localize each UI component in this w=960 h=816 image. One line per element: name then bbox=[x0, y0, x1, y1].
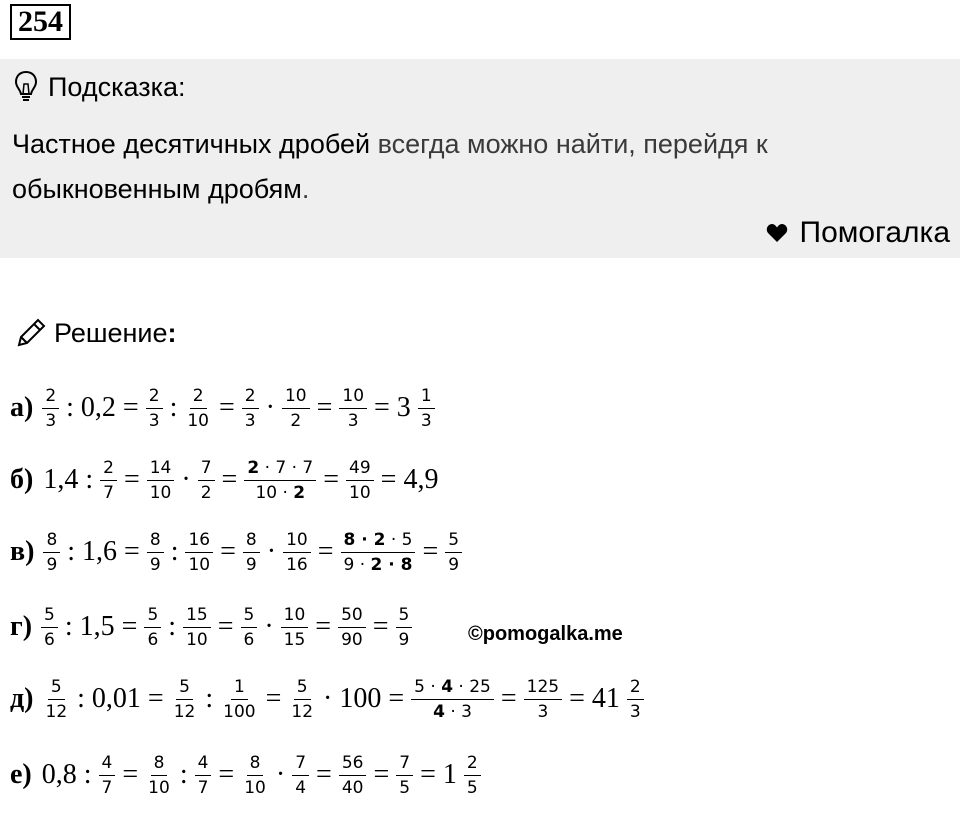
operator: · bbox=[181, 464, 191, 495]
denominator: 7 bbox=[197, 777, 209, 798]
numerator: 8 bbox=[43, 530, 60, 553]
numerator: 56 bbox=[339, 753, 367, 776]
denominator: 2 bbox=[200, 482, 212, 503]
operator: = bbox=[220, 536, 236, 567]
fraction bbox=[195, 753, 212, 798]
operator: = bbox=[422, 536, 439, 567]
fraction bbox=[198, 458, 215, 503]
solution-line-d bbox=[10, 599, 415, 655]
denominator: 10 bbox=[244, 777, 266, 798]
denominator: 2 bbox=[290, 410, 302, 431]
fraction bbox=[220, 677, 258, 722]
numerator: 10 bbox=[282, 386, 310, 409]
factor: 5 · bbox=[414, 676, 442, 697]
fraction bbox=[147, 458, 175, 503]
fraction bbox=[184, 386, 212, 431]
denominator: 10 bbox=[149, 482, 172, 503]
operator: : bbox=[169, 392, 178, 423]
numerator: 4 bbox=[99, 753, 116, 776]
denominator: 9 bbox=[149, 554, 161, 575]
bold-factor: 8 · 2 bbox=[343, 529, 386, 550]
operator: · 100 = bbox=[323, 683, 405, 714]
denominator: 3 bbox=[420, 410, 432, 431]
numerator: 8 bbox=[243, 530, 260, 553]
operator: : bbox=[205, 683, 214, 714]
solution-line-a bbox=[10, 380, 438, 436]
operator: : 1,5 = bbox=[64, 611, 138, 642]
numerator: 10 bbox=[281, 605, 309, 628]
factor: · 7 · 7 bbox=[259, 457, 314, 478]
fraction bbox=[339, 386, 367, 431]
line-label: д) bbox=[10, 683, 34, 714]
numerator: 5 bbox=[241, 605, 258, 628]
factor: · 5 bbox=[385, 529, 413, 550]
operator: = bbox=[316, 759, 332, 790]
fraction bbox=[243, 530, 260, 575]
numerator: 2 bbox=[190, 386, 207, 409]
fraction bbox=[144, 605, 161, 650]
operator: : bbox=[179, 759, 188, 790]
operator: = bbox=[316, 392, 333, 423]
numerator: 15 bbox=[183, 605, 211, 628]
fraction bbox=[99, 753, 116, 798]
denominator: 90 bbox=[341, 629, 363, 650]
bold-factor: 2 · 8 bbox=[370, 554, 413, 575]
denominator: 10 bbox=[188, 554, 211, 575]
denominator: 6 bbox=[147, 629, 159, 650]
denominator: 100 bbox=[223, 701, 256, 722]
denominator bbox=[252, 481, 308, 503]
denominator: 10 bbox=[186, 629, 208, 650]
denominator: 3 bbox=[45, 410, 57, 431]
operator: · bbox=[265, 392, 275, 423]
numerator: 125 bbox=[524, 677, 562, 700]
denominator: 15 bbox=[283, 629, 306, 650]
operator: = 41 bbox=[569, 683, 620, 714]
numerator: 8 bbox=[247, 753, 264, 776]
numerator: 10 bbox=[339, 386, 367, 409]
operator: = bbox=[221, 464, 238, 495]
numerator: 7 bbox=[198, 458, 215, 481]
fraction bbox=[464, 753, 481, 798]
fraction bbox=[146, 386, 163, 431]
numerator: 8 bbox=[151, 753, 168, 776]
numerator: 10 bbox=[283, 530, 311, 553]
fraction bbox=[288, 677, 316, 722]
numerator: 8 bbox=[147, 530, 164, 553]
operator: = bbox=[315, 611, 332, 642]
operator: = 4,9 bbox=[380, 464, 439, 495]
hint-title: Подсказка: bbox=[48, 71, 186, 102]
numerator: 49 bbox=[346, 458, 374, 481]
numerator: 4 bbox=[195, 753, 212, 776]
operator: = 1 bbox=[420, 759, 457, 790]
fraction bbox=[171, 677, 199, 722]
operator: 0,8 : bbox=[41, 759, 92, 790]
denominator: 9 bbox=[448, 554, 460, 575]
denominator bbox=[341, 553, 416, 575]
hint-text-light-2: . bbox=[301, 174, 310, 204]
numerator: 2 bbox=[242, 386, 259, 409]
fraction bbox=[445, 530, 462, 575]
numerator: 5 bbox=[144, 605, 161, 628]
pencil-icon bbox=[14, 316, 48, 350]
fraction bbox=[100, 458, 117, 503]
numerator: 7 bbox=[396, 753, 413, 776]
fraction bbox=[145, 753, 173, 798]
brand-link[interactable] bbox=[766, 216, 951, 250]
operator: · bbox=[275, 759, 286, 790]
denominator: 3 bbox=[347, 410, 359, 431]
fraction bbox=[282, 386, 310, 431]
fraction bbox=[292, 753, 309, 798]
denominator: 9 bbox=[46, 554, 58, 575]
fraction bbox=[346, 458, 374, 503]
numerator: 2 bbox=[464, 753, 481, 776]
solution-line-b bbox=[10, 452, 442, 508]
operator: = bbox=[265, 683, 282, 714]
operator: · bbox=[264, 611, 274, 642]
denominator: 40 bbox=[341, 777, 364, 798]
hint-text bbox=[12, 122, 912, 212]
solution-line-f bbox=[10, 747, 484, 803]
numerator bbox=[411, 677, 494, 700]
line-label: б) bbox=[10, 464, 34, 495]
lightbulb-icon bbox=[14, 70, 38, 104]
denominator: 5 bbox=[399, 777, 411, 798]
denominator: 9 bbox=[398, 629, 410, 650]
operator: = bbox=[373, 759, 390, 790]
operator: = bbox=[500, 683, 517, 714]
hint-header bbox=[14, 67, 186, 107]
denominator: 5 bbox=[466, 777, 478, 798]
numerator: 7 bbox=[292, 753, 309, 776]
brand-name: Помогалка bbox=[799, 216, 950, 249]
line-label: е) bbox=[10, 759, 32, 790]
fraction bbox=[185, 530, 213, 575]
fraction bbox=[43, 530, 60, 575]
line-label: в) bbox=[10, 536, 35, 567]
factor: · 25 bbox=[453, 676, 491, 697]
fraction bbox=[43, 677, 71, 722]
denominator: 10 bbox=[148, 777, 170, 798]
fraction bbox=[418, 386, 435, 431]
fraction bbox=[147, 530, 164, 575]
numerator: 2 bbox=[42, 386, 59, 409]
operator: : 0,01 = bbox=[77, 683, 164, 714]
numerator: 1 bbox=[231, 677, 248, 700]
operator: : bbox=[168, 611, 177, 642]
denominator: 3 bbox=[629, 701, 641, 722]
fraction bbox=[341, 530, 416, 575]
denominator: 10 bbox=[349, 482, 371, 503]
operator: : 0,2 = bbox=[66, 392, 139, 423]
denominator: 12 bbox=[291, 701, 314, 722]
operator: = bbox=[218, 759, 235, 790]
numerator: 50 bbox=[338, 605, 366, 628]
operator: : 1,6 = bbox=[67, 536, 140, 567]
numerator: 2 bbox=[146, 386, 163, 409]
operator: = bbox=[372, 611, 389, 642]
line-label: а) bbox=[10, 392, 34, 423]
operator: : bbox=[170, 536, 179, 567]
denominator: 12 bbox=[45, 701, 68, 722]
denominator: 6 bbox=[243, 629, 255, 650]
solution-line-e bbox=[10, 671, 647, 727]
denominator: 7 bbox=[101, 777, 113, 798]
fraction bbox=[183, 605, 211, 650]
fraction bbox=[411, 677, 494, 722]
numerator: 5 bbox=[294, 677, 311, 700]
operator: 1,4 : bbox=[43, 464, 94, 495]
denominator: 6 bbox=[44, 629, 55, 650]
numerator: 5 bbox=[48, 677, 65, 700]
fraction bbox=[242, 386, 259, 431]
numerator bbox=[341, 530, 416, 553]
denominator: 16 bbox=[286, 554, 308, 575]
operator: = bbox=[122, 759, 139, 790]
denominator: 12 bbox=[173, 701, 196, 722]
bold-factor: 4 bbox=[433, 701, 445, 722]
task-number: 254 bbox=[10, 4, 71, 40]
numerator: 5 bbox=[41, 605, 58, 628]
fraction bbox=[627, 677, 644, 722]
denominator: 3 bbox=[244, 410, 256, 431]
numerator: 1 bbox=[418, 386, 435, 409]
fraction bbox=[339, 753, 367, 798]
factor: 9 · bbox=[343, 554, 371, 575]
bold-factor: 2 bbox=[247, 457, 260, 478]
solution-title-colon: : bbox=[167, 317, 177, 348]
solution-header bbox=[14, 316, 177, 350]
fraction bbox=[283, 530, 311, 575]
hint-box bbox=[0, 59, 960, 258]
numerator: 5 bbox=[396, 605, 413, 628]
hint-text-light-1: всегда можно найти, перейдя к bbox=[370, 129, 768, 159]
bold-factor: 2 bbox=[293, 482, 306, 503]
operator: = bbox=[217, 611, 234, 642]
denominator: 3 bbox=[537, 701, 549, 722]
fraction bbox=[241, 605, 258, 650]
operator: = 3 bbox=[374, 392, 411, 423]
fraction bbox=[338, 605, 366, 650]
operator: = bbox=[317, 536, 334, 567]
denominator: 4 bbox=[295, 777, 307, 798]
denominator bbox=[430, 700, 475, 722]
hint-text-dark-2: обыкновенным дробям bbox=[12, 174, 302, 204]
solution-title: Решение bbox=[54, 317, 168, 348]
factor: · 3 bbox=[444, 701, 472, 722]
fraction bbox=[396, 605, 413, 650]
denominator: 3 bbox=[148, 410, 160, 431]
factor: 10 · bbox=[255, 482, 294, 503]
heart-icon bbox=[766, 223, 788, 243]
numerator: 5 bbox=[176, 677, 193, 700]
hint-text-dark-1: Частное десятичных дробей bbox=[12, 129, 371, 159]
operator: = bbox=[123, 464, 140, 495]
denominator: 9 bbox=[245, 554, 257, 575]
numerator bbox=[244, 458, 316, 481]
numerator: 2 bbox=[627, 677, 644, 700]
fraction bbox=[41, 605, 58, 650]
operator: · bbox=[266, 536, 277, 567]
numerator: 16 bbox=[185, 530, 213, 553]
fraction bbox=[396, 753, 413, 798]
fraction bbox=[42, 386, 59, 431]
operator: = bbox=[323, 464, 340, 495]
line-label: г) bbox=[10, 611, 33, 642]
denominator: 10 bbox=[187, 410, 209, 431]
fraction bbox=[241, 753, 269, 798]
watermark: ©pomogalka.me bbox=[468, 623, 623, 645]
denominator: 7 bbox=[103, 482, 114, 503]
fraction bbox=[524, 677, 562, 722]
solution-line-c bbox=[10, 524, 465, 580]
operator: = bbox=[218, 392, 235, 423]
numerator: 5 bbox=[445, 530, 462, 553]
fraction bbox=[281, 605, 309, 650]
fraction bbox=[244, 458, 316, 503]
numerator: 2 bbox=[100, 458, 117, 481]
numerator: 14 bbox=[147, 458, 175, 481]
bold-factor: 4 bbox=[441, 676, 454, 697]
